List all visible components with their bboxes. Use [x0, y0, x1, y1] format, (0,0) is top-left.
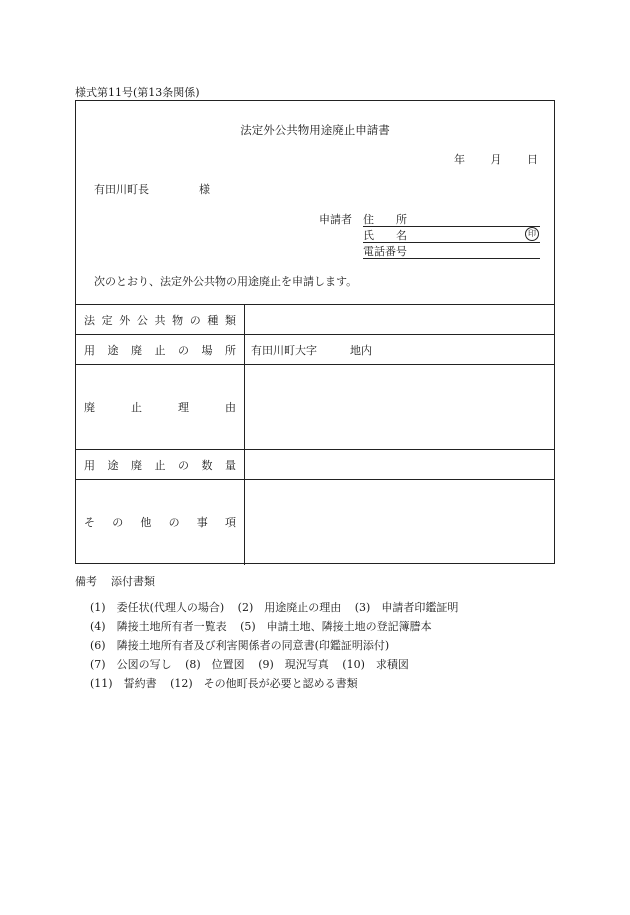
label-char: 共	[154, 313, 166, 327]
label-char: 理	[178, 401, 189, 414]
label-char: 場	[201, 343, 213, 357]
row-value-location[interactable]: 有田川町大字 地内	[245, 335, 555, 365]
row-label-location	[76, 335, 245, 365]
date-year[interactable]: 年	[454, 153, 465, 166]
applicant-address-label: 住 所	[363, 213, 407, 226]
label-char: の	[189, 313, 201, 327]
row-value-reason[interactable]	[245, 365, 555, 450]
date-line	[432, 151, 538, 167]
row-value-quantity[interactable]	[245, 450, 555, 480]
attachment-item: (4) 隣接土地所有者一覧表	[90, 620, 227, 633]
label-char: 用	[84, 458, 95, 472]
label-char: 用	[84, 343, 95, 357]
label-char: 他	[140, 516, 152, 530]
label-char: 由	[225, 401, 236, 414]
label-char: 事	[196, 516, 208, 530]
label-char: の	[178, 458, 189, 472]
row-label-quantity	[76, 450, 245, 480]
label-char: 途	[107, 458, 119, 472]
applicant-name-label: 氏 名	[363, 229, 407, 242]
row-value-type[interactable]	[245, 305, 555, 335]
applicant-address-field[interactable]	[363, 211, 540, 227]
attachment-item: (12) その他町長が必要と認める書類	[170, 677, 358, 690]
applicant-phone-field[interactable]	[363, 243, 540, 259]
attachment-line	[90, 656, 419, 672]
attachment-item: (8) 位置図	[185, 658, 245, 671]
attachment-item: (2) 用途廃止の理由	[237, 601, 342, 614]
row-label-other	[76, 480, 245, 565]
attachment-item: (1) 委任状(代理人の場合)	[90, 601, 225, 614]
attachment-item: (10) 求積図	[342, 658, 409, 671]
label-char: の	[112, 516, 124, 530]
application-form-frame	[75, 100, 555, 564]
label-char: 項	[224, 516, 236, 530]
attachments-label: 添付書類	[111, 575, 155, 588]
label-char: 定	[101, 313, 113, 327]
remarks-heading	[75, 573, 155, 589]
label-char: 廃	[84, 401, 95, 414]
addressee-name: 有田川町長	[94, 183, 149, 196]
label-char: 外	[119, 313, 131, 327]
date-day[interactable]: 日	[527, 153, 538, 166]
label-char: 種	[207, 313, 219, 327]
label-char: の	[168, 516, 180, 530]
row-value-other[interactable]	[245, 480, 555, 565]
label-char: 法	[84, 313, 95, 327]
attachment-item: (7) 公図の写し	[90, 658, 172, 671]
label-char: 止	[154, 458, 166, 472]
form-number: 様式第11号(第13条関係)	[75, 86, 200, 99]
attachment-item: (11) 誓約書	[90, 677, 157, 690]
attachment-line	[90, 618, 442, 634]
label-char: 類	[225, 313, 236, 327]
label-char: 途	[107, 343, 119, 357]
label-char: 止	[131, 401, 142, 414]
attachment-line	[90, 637, 399, 653]
label-char: の	[178, 343, 189, 357]
table-row	[76, 305, 554, 335]
label-char: 止	[154, 343, 166, 357]
form-title: 法定外公共物用途廃止申請書	[240, 123, 390, 137]
remarks-label: 備考	[75, 575, 97, 588]
table-row	[76, 480, 554, 565]
label-char: 量	[225, 458, 236, 472]
row-label-reason	[76, 365, 245, 450]
date-month[interactable]: 月	[490, 153, 502, 166]
applicant-name-field[interactable]	[363, 227, 540, 243]
attachment-line	[90, 599, 468, 615]
applicant-label: 申請者	[319, 213, 352, 226]
label-char: 廃	[131, 343, 142, 357]
applicant-phone-label: 電話番号	[363, 245, 407, 258]
table-row	[76, 365, 554, 450]
application-details-table	[76, 304, 554, 565]
label-char: 数	[201, 458, 213, 472]
seal-mark-icon: 印	[525, 227, 539, 241]
addressee-honorific: 様	[199, 183, 210, 196]
label-char: 廃	[131, 458, 142, 472]
label-char: 所	[225, 343, 236, 357]
application-statement: 次のとおり、法定外公共物の用途廃止を申請します。	[94, 275, 358, 288]
table-row	[76, 335, 554, 365]
label-char: 公	[136, 313, 148, 327]
attachment-item: (5) 申請土地、隣接土地の登記簿謄本	[240, 620, 432, 633]
attachment-item: (6) 隣接土地所有者及び利害関係者の同意書(印鑑証明添付)	[90, 639, 390, 652]
table-row	[76, 450, 554, 480]
attachment-item: (3) 申請者印鑑証明	[354, 601, 459, 614]
row-label-type	[76, 305, 245, 335]
label-char: 物	[172, 313, 184, 327]
attachment-item: (9) 現況写真	[258, 658, 329, 671]
addressee	[94, 181, 210, 197]
label-char: そ	[84, 516, 95, 530]
attachment-line	[90, 675, 368, 691]
